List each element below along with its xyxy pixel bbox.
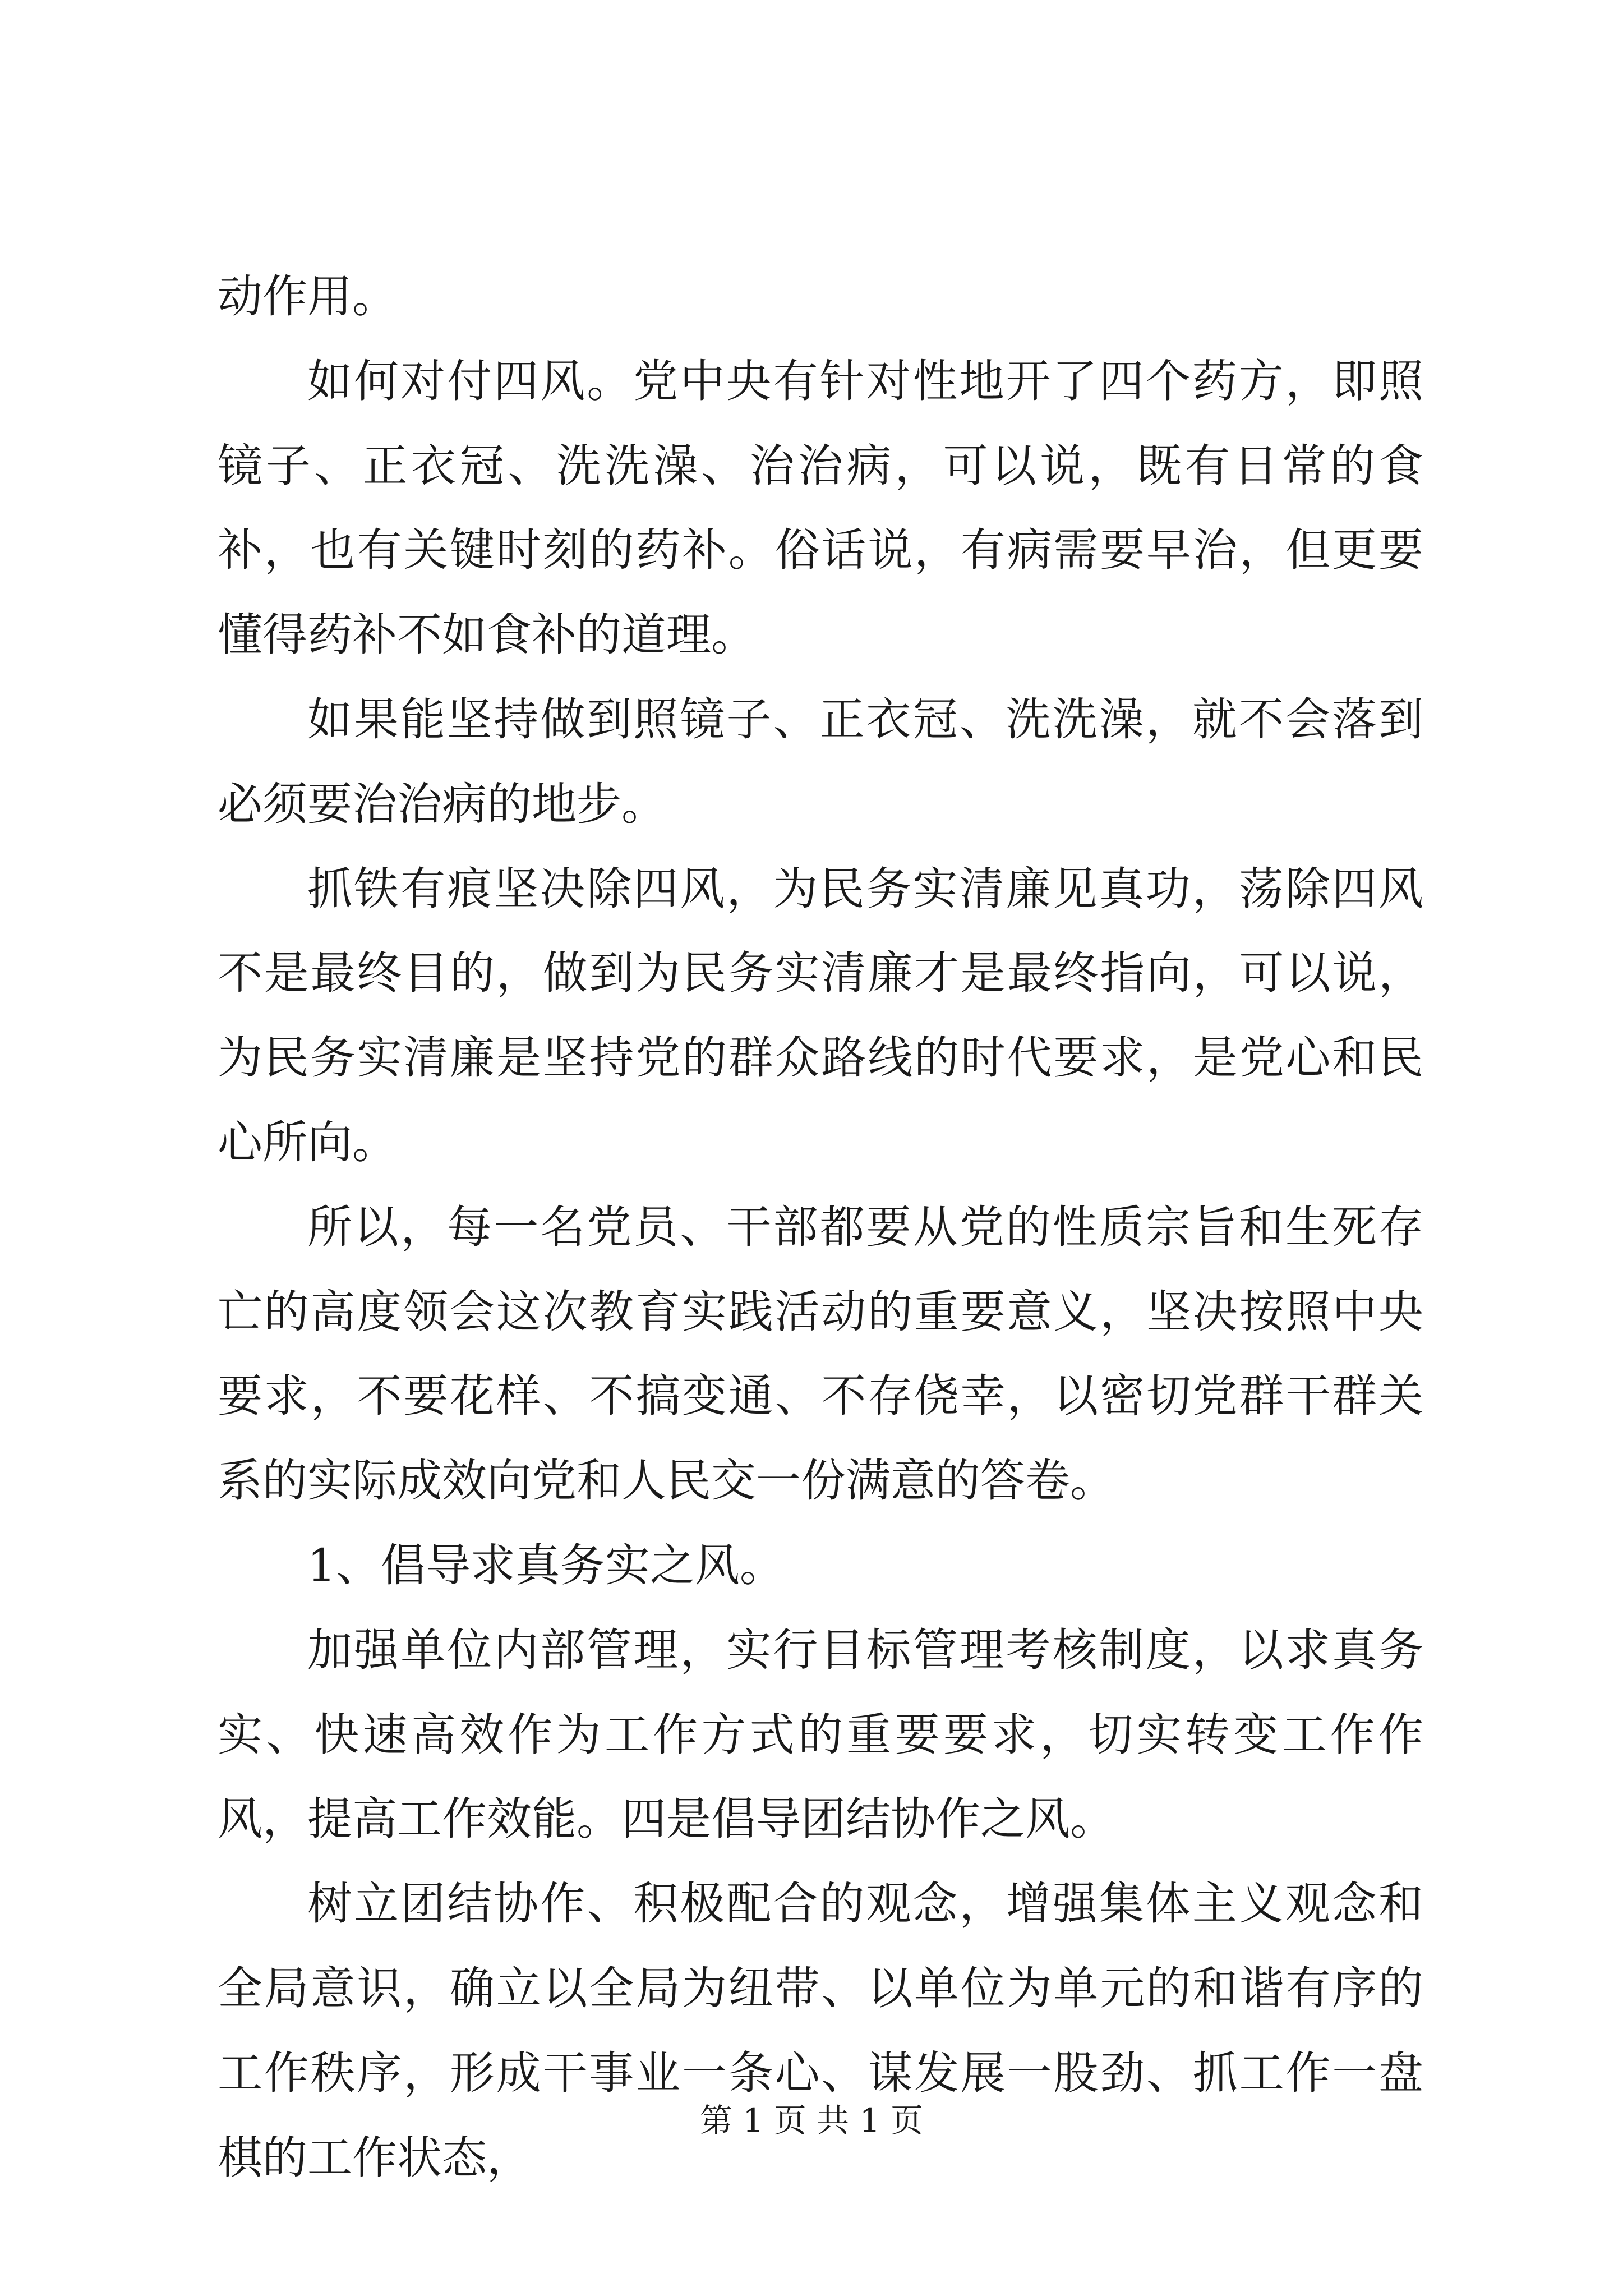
paragraph: 如果能坚持做到照镜子、正衣冠、洗洗澡，就不会落到必须要治治病的地步。 <box>218 693 1423 830</box>
page-number-footer: 第 1 页 共 1 页 <box>700 2101 923 2139</box>
paragraph: 抓铁有痕坚决除四风，为民务实清廉见真功，荡除四风不是最终目的，做到为民务实清廉才是最终指向，可以说，为民务实清廉是坚持党的群众路线的时代要求，是党心和民心所向。 <box>218 862 1423 1168</box>
paragraph: 1、倡导求真务实之风。 <box>307 1539 785 1591</box>
paragraph: 加强单位内部管理，实行目标管理考核制度，以求真务实、快速高效作为工作方式的重要要求，切实转变工作作风，提高工作效能。四是倡导团结协作之风。 <box>218 1623 1423 1846</box>
paragraph: 动作用。 <box>218 270 397 323</box>
paragraph: 树立团结协作、积极配合的观念，增强集体主义观念和全局意识，确立以全局为纽带、以单位为单元的和谐有序的工作秩序，形成干事业一条心、谋发展一股劲、抓工作一盘棋的工作状态， <box>218 1878 1423 2184</box>
paragraph: 如何对付四风。党中央有针对性地开了四个药方，即照镜子、正衣冠、洗洗澡、治治病，可以说，既有日常的食补，也有关键时刻的药补。俗话说，有病需要早治，但更要懂得药补不如食补的道理。 <box>218 355 1423 661</box>
paragraph: 所以，每一名党员、干部都要从党的性质宗旨和生死存亡的高度领会这次教育实践活动的重要意义，坚决按照中央要求，不要花样、不搞变通、不存侥幸，以密切党群干群关系的实际成效向党和人民交一份满意的答卷。 <box>218 1200 1423 1507</box>
document-body <box>218 255 1423 2200</box>
